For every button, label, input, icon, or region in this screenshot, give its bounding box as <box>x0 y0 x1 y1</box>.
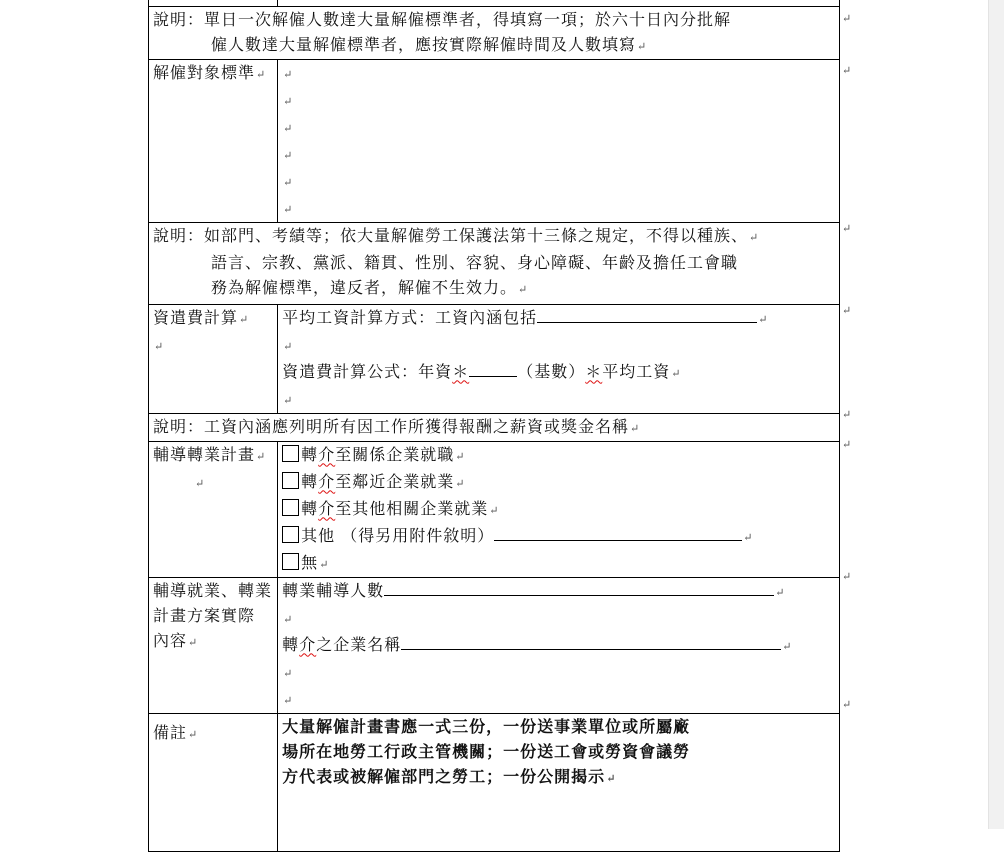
target-note-line2: 語言、宗教、黨派、籍貫、性別、容貌、身心障礙、年齡及擔任工會職 <box>211 252 739 272</box>
target-note-cell: 說明：如部門、考績等；依大量解僱勞工保護法第十三條之規定，不得以種族、↵ 語言、宗教、黨派、籍貫、性別、容貌、身心障礙、年齡及擔任工會職 務為解僱標準，違反者，解僱不生效力。↵ <box>149 222 840 304</box>
plan-content-label-line2: 計畫方案實際 <box>153 605 256 625</box>
transfer-option-2[interactable]: 轉介至鄰近企業就業↵ <box>282 469 835 496</box>
plan-content-row <box>149 577 840 713</box>
transfer-option-3[interactable]: 轉介至其他相關企業就業↵ <box>282 496 835 523</box>
transfer-option-4[interactable]: 其他 （得另用附件敘明） ↵ <box>282 523 835 550</box>
wage-items-blank[interactable] <box>537 305 757 323</box>
row-end-mark: ↵ <box>842 438 852 451</box>
row-end-mark: ↵ <box>842 698 852 711</box>
target-note-row <box>149 222 840 304</box>
remarks-label-cell: 備註↵ <box>149 713 278 851</box>
checkbox[interactable] <box>282 526 299 543</box>
transfer-plan-row <box>149 441 840 577</box>
plan-content-label-line3: 內容 <box>153 630 188 650</box>
formula-prefix: 資遣費計算公式：年資 <box>282 361 453 381</box>
layoff-plan-table <box>148 0 840 852</box>
counseling-count-label: 轉業輔導人數 <box>282 580 385 600</box>
formula-suffix: 平均工資 <box>602 361 671 381</box>
top-note-cell <box>149 6 840 59</box>
target-note-line3: 務為解僱標準，違反者，解僱不生效力。 <box>211 277 518 297</box>
severance-note-row <box>149 413 840 441</box>
target-criteria-input-cell[interactable]: ↵ ↵ ↵ ↵ ↵ ↵ <box>278 59 840 222</box>
row-end-mark: ↵ <box>842 12 852 25</box>
checkbox[interactable] <box>282 499 299 516</box>
severance-label: 資遣費計算 <box>153 307 239 327</box>
seniority-blank[interactable] <box>469 359 517 377</box>
checkbox[interactable] <box>282 553 299 570</box>
transfer-plan-options-cell <box>278 441 840 577</box>
checkbox[interactable] <box>282 445 299 462</box>
target-note-line1: 說明：如部門、考績等；依大量解僱勞工保護法第十三條之規定，不得以種族、 <box>153 225 749 245</box>
severance-content-cell: 平均工資計算方式：工資內涵包括 ↵ ↵ 資遣費計算公式：年資＊ （基數）＊平均工資↵ ↵ <box>278 304 840 413</box>
row-end-mark: ↵ <box>842 64 852 77</box>
checkbox[interactable] <box>282 472 299 489</box>
remarks-content-cell: 大量解僱計畫書應一式三份，一份送事業單位或所屬廠 場所在地勞工行政主管機關；一份送工會或勞資會議勞 方代表或被解僱部門之勞工；一份公開揭示↵ <box>278 713 840 851</box>
remarks-line3: 方代表或被解僱部門之勞工；一份公開揭示 <box>282 766 606 786</box>
remarks-line2: 場所在地勞工行政主管機關；一份送工會或勞資會議勞 <box>282 741 691 761</box>
severance-note-cell: 說明：工資內涵應列明所有因工作所獲得報酬之薪資或獎金名稱↵ <box>149 413 840 441</box>
company-name-label: 之企業名稱 <box>316 634 402 654</box>
paragraph-mark: ↵ <box>637 39 647 53</box>
row-end-mark: ↵ <box>842 304 852 317</box>
plan-content-label-cell: 輔導就業、轉業 計畫方案實際 內容↵ <box>149 577 278 713</box>
severance-row <box>149 304 840 413</box>
formula-star2: ＊ <box>585 361 603 381</box>
transfer-option-1[interactable]: 轉介至關係企業就職↵ <box>282 442 835 469</box>
severance-note: 說明：工資內涵應列明所有因工作所獲得報酬之薪資或獎金名稱 <box>153 416 630 436</box>
remarks-line1: 大量解僱計畫書應一式三份，一份送事業單位或所屬廠 <box>282 716 691 736</box>
right-gutter <box>988 0 1004 829</box>
plan-content-label-line1: 輔導就業、轉業 <box>153 580 273 600</box>
company-name-blank[interactable] <box>401 632 781 650</box>
row-end-mark: ↵ <box>842 408 852 421</box>
plan-content-cell: 轉業輔導人數 ↵ ↵ 轉介之企業名稱 ↵ ↵ ↵ <box>278 577 840 713</box>
transfer-plan-label-cell: 輔導轉業計畫↵ ↵ <box>149 441 278 577</box>
formula-star1: ＊ <box>452 361 470 381</box>
severance-label-cell: 資遣費計算↵ ↵ <box>149 304 278 413</box>
target-criteria-row <box>149 59 840 222</box>
target-criteria-label-cell: 解僱對象標準↵ <box>149 59 278 222</box>
other-blank[interactable] <box>494 523 742 541</box>
row-end-mark: ↵ <box>842 570 852 583</box>
top-note-line1: 說明：單日一次解僱人數達大量解僱標準者，得填寫一項；於六十日內分批解 <box>153 9 732 29</box>
row-end-mark: ↵ <box>842 222 852 235</box>
remarks-label: 備註 <box>153 722 188 742</box>
top-note-line2: 僱人數達大量解僱標準者，應按實際解僱時間及人數填寫 <box>211 34 637 54</box>
remarks-row <box>149 713 840 851</box>
transfer-plan-label: 輔導轉業計畫 <box>153 444 256 464</box>
wage-method-label: 平均工資計算方式：工資內涵包括 <box>282 307 538 327</box>
formula-base: （基數） <box>517 361 586 381</box>
target-criteria-label: 解僱對象標準 <box>153 62 256 82</box>
top-note-row <box>149 6 840 59</box>
counseling-count-blank[interactable] <box>384 578 774 596</box>
transfer-option-5[interactable]: 無↵ <box>282 550 835 577</box>
